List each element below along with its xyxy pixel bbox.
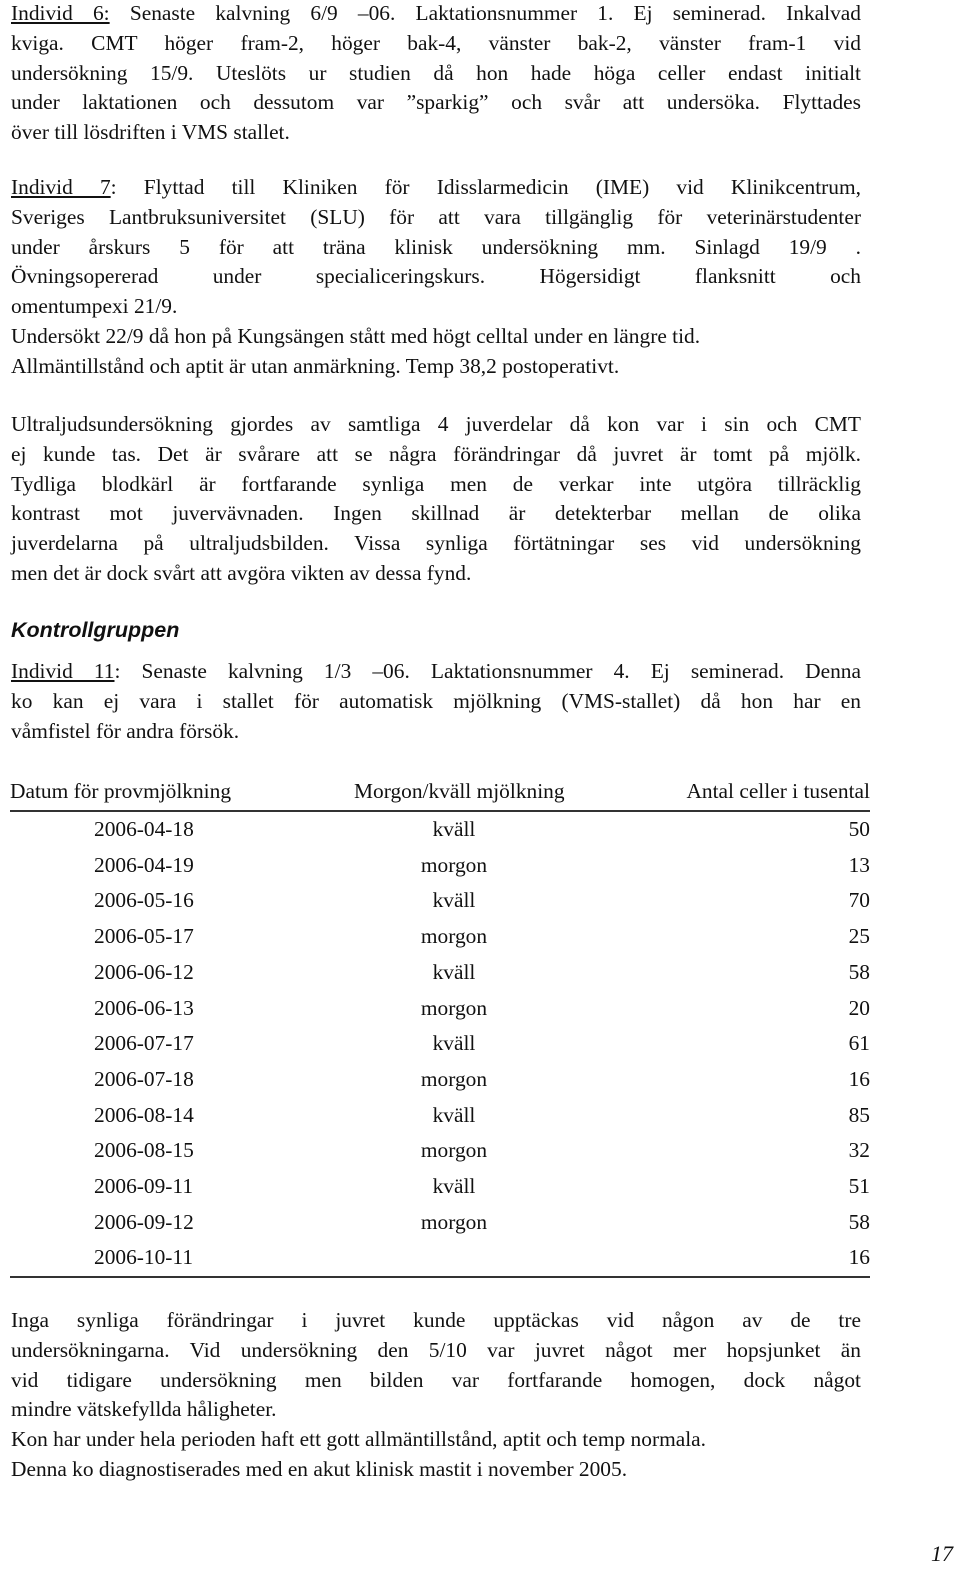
text-line: undersökningarna. Vid undersökning den 5/10 var juvret något mer hopsjunket än — [11, 1337, 861, 1362]
cell-date: 2006-06-13 — [94, 995, 194, 1020]
table-row — [10, 883, 870, 919]
cell-milking: morgon — [420, 995, 488, 1020]
paragraph-conclusion — [11, 1306, 861, 1485]
cell-milking: kväll — [432, 1102, 476, 1127]
table-row — [10, 1026, 870, 1062]
individ-label: Individ 6: — [11, 1, 110, 25]
cell-milking: kväll — [432, 1031, 476, 1056]
cell-milking: morgon — [420, 852, 488, 877]
table-row — [10, 1062, 870, 1098]
cell-milking: morgon — [420, 1066, 488, 1091]
cell-milking: morgon — [420, 1209, 488, 1234]
cell-date: 2006-09-11 — [94, 1174, 194, 1199]
text-line: över till lösdriften i VMS stallet. — [11, 120, 290, 145]
text-line: Individ 11: Senaste kalvning 1/3 –06. Laktationsnummer 4. Ej seminerad. Denna — [11, 659, 861, 683]
text-line: våmfistel för andra försök. — [11, 718, 240, 743]
cell-count: 20 — [848, 995, 870, 1020]
table-row — [10, 1133, 870, 1169]
cell-count: 70 — [848, 888, 870, 913]
table-row — [10, 955, 870, 991]
table-row — [10, 811, 870, 848]
cell-count: 58 — [848, 1209, 870, 1234]
cell-milking: kväll — [432, 959, 476, 984]
table-row — [10, 1169, 870, 1205]
text-line: Ultraljudsundersökning gjordes av samtliga 4 juverdelar då kon var i sin och CMT — [11, 412, 861, 436]
column-header-cells: Antal celler i tusental — [604, 776, 870, 811]
table-row — [10, 1240, 870, 1277]
text-line: Undersökt 22/9 då hon på Kungsängen stått med högt celltal under en längre tid. — [11, 323, 701, 348]
section-heading: Kontrollgruppen — [11, 618, 180, 642]
table-header-row — [10, 776, 870, 811]
text-line: under årskurs 5 för att träna klinisk undersökning mm. Sinlagd 19/9 . — [11, 234, 861, 259]
cell-count: 25 — [848, 924, 870, 949]
page-number: 17 — [931, 1541, 953, 1566]
cell-date: 2006-06-12 — [94, 959, 194, 984]
cell-count: 61 — [848, 1031, 870, 1056]
cell-milking — [304, 1240, 604, 1277]
cell-date: 2006-05-16 — [94, 888, 194, 913]
cell-count: 16 — [848, 1066, 870, 1091]
text-line: ej kunde tas. Det är svårare att se några förändringar då juvret är tomt på mjölk. — [11, 441, 861, 466]
paragraph-individ-11 — [11, 657, 861, 746]
text-line: Övningsopererad under specialiceringskurs. Högersidigt flanksnitt och — [11, 264, 861, 289]
cell-count: 16 — [604, 1240, 870, 1277]
text-line: Tydliga blodkärl är fortfarande synliga men de verkar inte utgöra tillräcklig — [11, 471, 861, 496]
text-line: Sveriges Lantbruksuniversitet (SLU) för att vara tillgänglig för veterinärstudenter — [11, 204, 861, 229]
cell-milking: kväll — [432, 888, 476, 913]
table-row — [10, 1205, 870, 1241]
cell-count: 85 — [848, 1102, 870, 1127]
text-line: vid tidigare undersökning men bilden var fortfarande homogen, dock något — [11, 1367, 861, 1392]
cell-date: 2006-08-14 — [94, 1102, 194, 1127]
text-line: kontrast mot juvervävnaden. Ingen skillnad är detekterbar mellan de olika — [11, 501, 861, 526]
text-line: ko kan ej vara i stallet för automatisk mjölkning (VMS-stallet) då hon har en — [11, 688, 861, 713]
text-line: Kon har under hela perioden haft ett gott allmäntillstånd, aptit och temp normala. — [11, 1427, 706, 1452]
text-line: Denna ko diagnostiserades med en akut klinisk mastit i november 2005. — [11, 1456, 628, 1481]
paragraph-individ-6 — [11, 0, 861, 148]
table-body — [10, 811, 870, 1277]
text-line: Inga synliga förändringar i juvret kunde upptäckas vid någon av de tre — [11, 1308, 861, 1332]
column-header-milking: Morgon/kväll mjölkning — [304, 776, 604, 811]
text-line: Individ 7: Flyttad till Kliniken för Idisslarmedicin (IME) vid Klinikcentrum, — [11, 175, 861, 199]
cell-date: 2006-07-17 — [94, 1031, 194, 1056]
paragraph-ultraljud — [11, 410, 861, 589]
table-row — [10, 848, 870, 884]
cell-milking: morgon — [420, 924, 488, 949]
individ-label: Individ 11 — [11, 659, 115, 683]
cell-date: 2006-07-18 — [94, 1066, 194, 1091]
text-line: omentumpexi 21/9. — [11, 294, 178, 319]
cell-count: 58 — [848, 959, 870, 984]
table-row — [10, 991, 870, 1027]
paragraph-individ-7 — [11, 173, 861, 382]
text-line: men det är dock svårt att avgöra vikten av dessa fynd. — [11, 560, 472, 585]
cell-count: 32 — [848, 1138, 870, 1163]
cell-date: 2006-09-12 — [94, 1209, 194, 1234]
cell-milking: morgon — [420, 1138, 488, 1163]
cell-date: 2006-08-15 — [94, 1138, 194, 1163]
cell-date: 2006-10-11 — [10, 1240, 304, 1277]
text-line: under laktationen och dessutom var ”sparkig” och svår att undersöka. Flyttades — [11, 90, 861, 115]
text-line: Allmäntillstånd och aptit är utan anmärkning. Temp 38,2 postoperativt. — [11, 353, 620, 378]
table-row — [10, 1098, 870, 1134]
text-line: juverdelarna på ultraljudsbilden. Vissa synliga förtätningar ses vid undersökning — [11, 531, 861, 556]
cell-count: 50 — [848, 817, 870, 841]
text-line: Individ 6: Senaste kalvning 6/9 –06. Laktationsnummer 1. Ej seminerad. Inkalvad — [11, 1, 862, 25]
text-line: undersökning 15/9. Uteslöts ur studien då hon hade höga celler endast initialt — [11, 60, 861, 85]
text-line: mindre vätskefyllda håligheter. — [11, 1397, 277, 1422]
cell-date: 2006-04-19 — [94, 852, 194, 877]
cell-count-table — [10, 776, 870, 1278]
table-row — [10, 919, 870, 955]
cell-count: 13 — [848, 852, 870, 877]
text-line: kviga. CMT höger fram-2, höger bak-4, vänster bak-2, vänster fram-1 vid — [11, 30, 861, 55]
cell-milking: kväll — [432, 1174, 476, 1199]
column-header-date: Datum för provmjölkning — [10, 776, 304, 811]
cell-date: 2006-05-17 — [94, 924, 194, 949]
cell-milking: kväll — [432, 817, 476, 841]
cell-count: 51 — [848, 1174, 870, 1199]
cell-date: 2006-04-18 — [94, 817, 194, 841]
individ-label: Individ 7 — [11, 175, 111, 199]
